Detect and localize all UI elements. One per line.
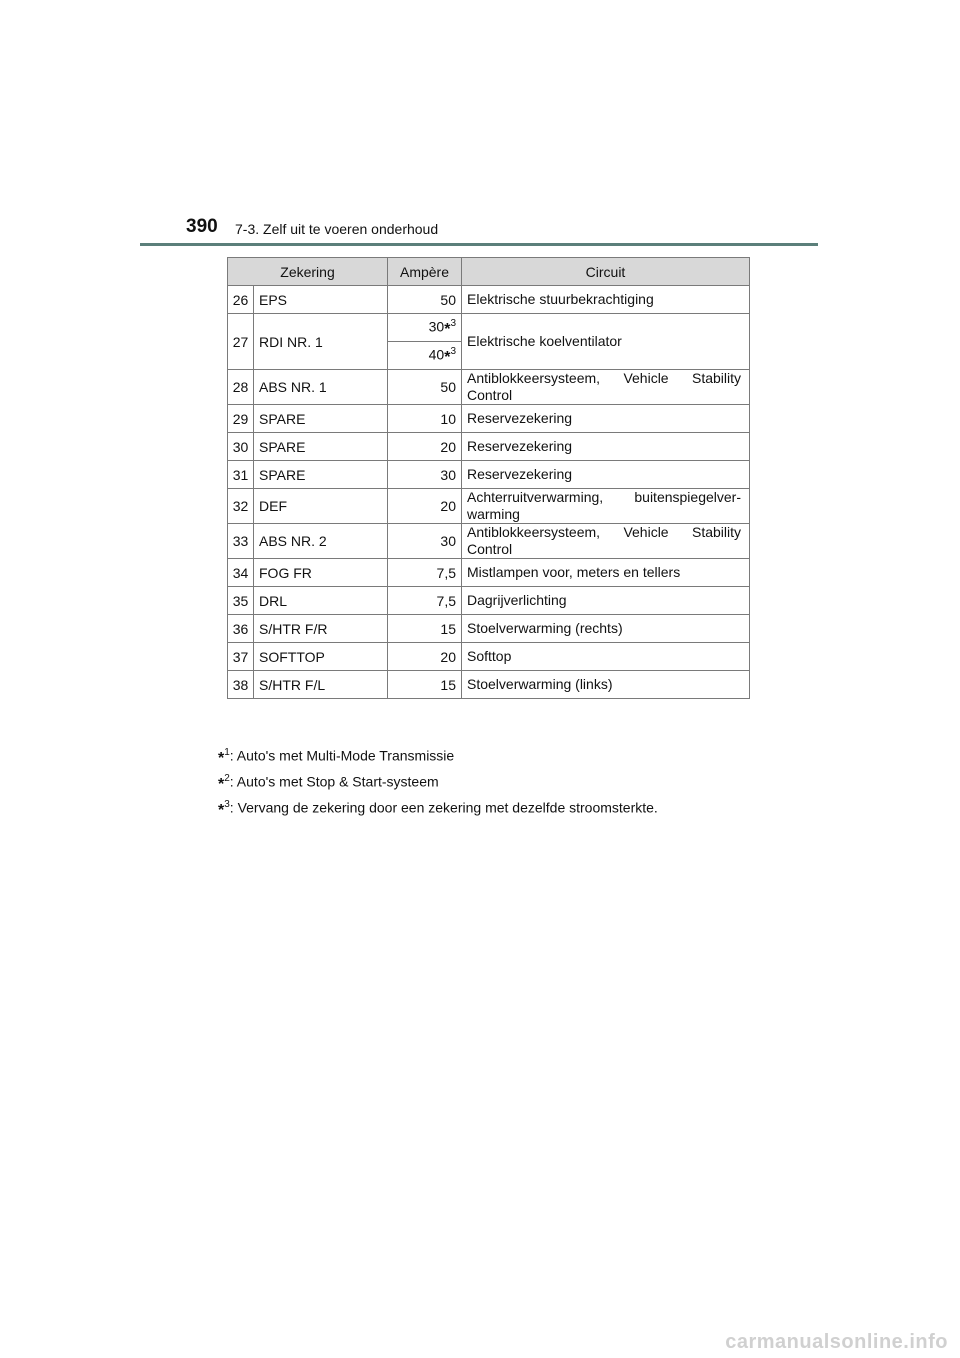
fuse-circuit: Reservezekering [462,405,750,433]
table-row [228,587,750,615]
column-header-fuse: Zekering [228,258,388,286]
fuse-amp: 50 [388,370,462,405]
fuse-name: S/HTR F/L [254,671,388,699]
fuse-amp: 20 [388,433,462,461]
table-row [228,433,750,461]
fuse-amp: 7,5 [388,559,462,587]
fuse-name: SPARE [254,405,388,433]
table-row [228,489,750,524]
fuse-circuit: Achterruitverwarming, buitenspiegelver-warming [462,489,750,524]
fuse-number: 27 [228,314,254,370]
footnote-asterisk-icon: * [444,320,451,338]
fuse-amp [388,314,462,342]
fuse-circuit: Mistlampen voor, meters en tellers [462,559,750,587]
footnote [218,792,658,818]
fuse-name: ABS NR. 1 [254,370,388,405]
fuse-name: SPARE [254,433,388,461]
fuse-name: SOFTTOP [254,643,388,671]
fuse-amp: 30 [388,461,462,489]
fuse-number: 31 [228,461,254,489]
section-title: 7-3. Zelf uit te voeren onderhoud [235,221,439,237]
fuse-number: 26 [228,286,254,314]
fuse-amp-value: 40 [428,346,445,363]
fuse-name: ABS NR. 2 [254,524,388,559]
fuse-name: EPS [254,286,388,314]
fuse-number: 29 [228,405,254,433]
fuse-circuit: Reservezekering [462,461,750,489]
fuse-circuit: Stoelverwarming (links) [462,671,750,699]
fuse-amp: 30 [388,524,462,559]
fuse-number: 36 [228,615,254,643]
table-row [228,643,750,671]
table-row [228,461,750,489]
table-row [228,671,750,699]
footnote-asterisk-icon: * [218,801,225,819]
fuse-name: SPARE [254,461,388,489]
fuse-name: S/HTR F/R [254,615,388,643]
page-number: 390 [186,216,218,237]
column-header-circuit: Circuit [462,258,750,286]
fuse-number: 38 [228,671,254,699]
fuse-circuit: Elektrische koelventilator [462,314,750,370]
fuse-amp: 20 [388,643,462,671]
fuse-number: 35 [228,587,254,615]
table-row [228,524,750,559]
table-row [228,615,750,643]
fuse-amp: 15 [388,671,462,699]
header-rule [140,243,818,246]
footnote-text: : Auto's met Multi-Mode Transmissie [229,747,455,764]
fuse-number: 34 [228,559,254,587]
footnotes [218,740,658,818]
watermark: carmanualsonline.info [725,1331,948,1353]
footnote-mark: 3 [450,318,456,330]
fuse-circuit: Antiblokkeersysteem, Vehicle Stability Control [462,524,750,559]
footnote-text: : Auto's met Stop & Start-systeem [229,773,439,790]
fuse-number: 32 [228,489,254,524]
table-row [228,405,750,433]
fuse-table [227,257,750,699]
fuse-number: 33 [228,524,254,559]
fuse-name: FOG FR [254,559,388,587]
fuse-amp: 20 [388,489,462,524]
column-header-amp: Ampère [388,258,462,286]
footnote-mark: 3 [450,346,456,358]
table-header-row [228,258,750,286]
fuse-amp: 15 [388,615,462,643]
footnote-asterisk-icon: * [218,749,225,767]
table-row [228,370,750,405]
footnote-mark: 3 [224,799,230,810]
fuse-number: 28 [228,370,254,405]
table-row [228,559,750,587]
fuse-amp: 7,5 [388,587,462,615]
fuse-number: 37 [228,643,254,671]
footnote-mark: 2 [224,773,230,784]
fuse-name: RDI NR. 1 [254,314,388,370]
footnote-mark: 1 [224,747,230,758]
footnote [218,766,658,792]
fuse-name: DEF [254,489,388,524]
fuse-amp: 50 [388,286,462,314]
fuse-name: DRL [254,587,388,615]
fuse-amp: 10 [388,405,462,433]
fuse-circuit: Dagrijverlichting [462,587,750,615]
fuse-circuit: Softtop [462,643,750,671]
fuse-circuit: Antiblokkeersysteem, Vehicle Stability Control [462,370,750,405]
fuse-number: 30 [228,433,254,461]
footnote [218,740,658,766]
fuse-circuit: Reservezekering [462,433,750,461]
footnote-text: : Vervang de zekering door een zekering met dezelfde stroomsterkte. [229,799,658,816]
fuse-amp-value: 30 [428,318,445,335]
footnote-asterisk-icon: * [444,348,451,366]
fuse-amp [388,342,462,370]
fuse-circuit: Elektrische stuurbekrachtiging [462,286,750,314]
footnote-asterisk-icon: * [218,775,225,793]
table-row [228,314,750,342]
table-row [228,286,750,314]
fuse-circuit: Stoelverwarming (rechts) [462,615,750,643]
